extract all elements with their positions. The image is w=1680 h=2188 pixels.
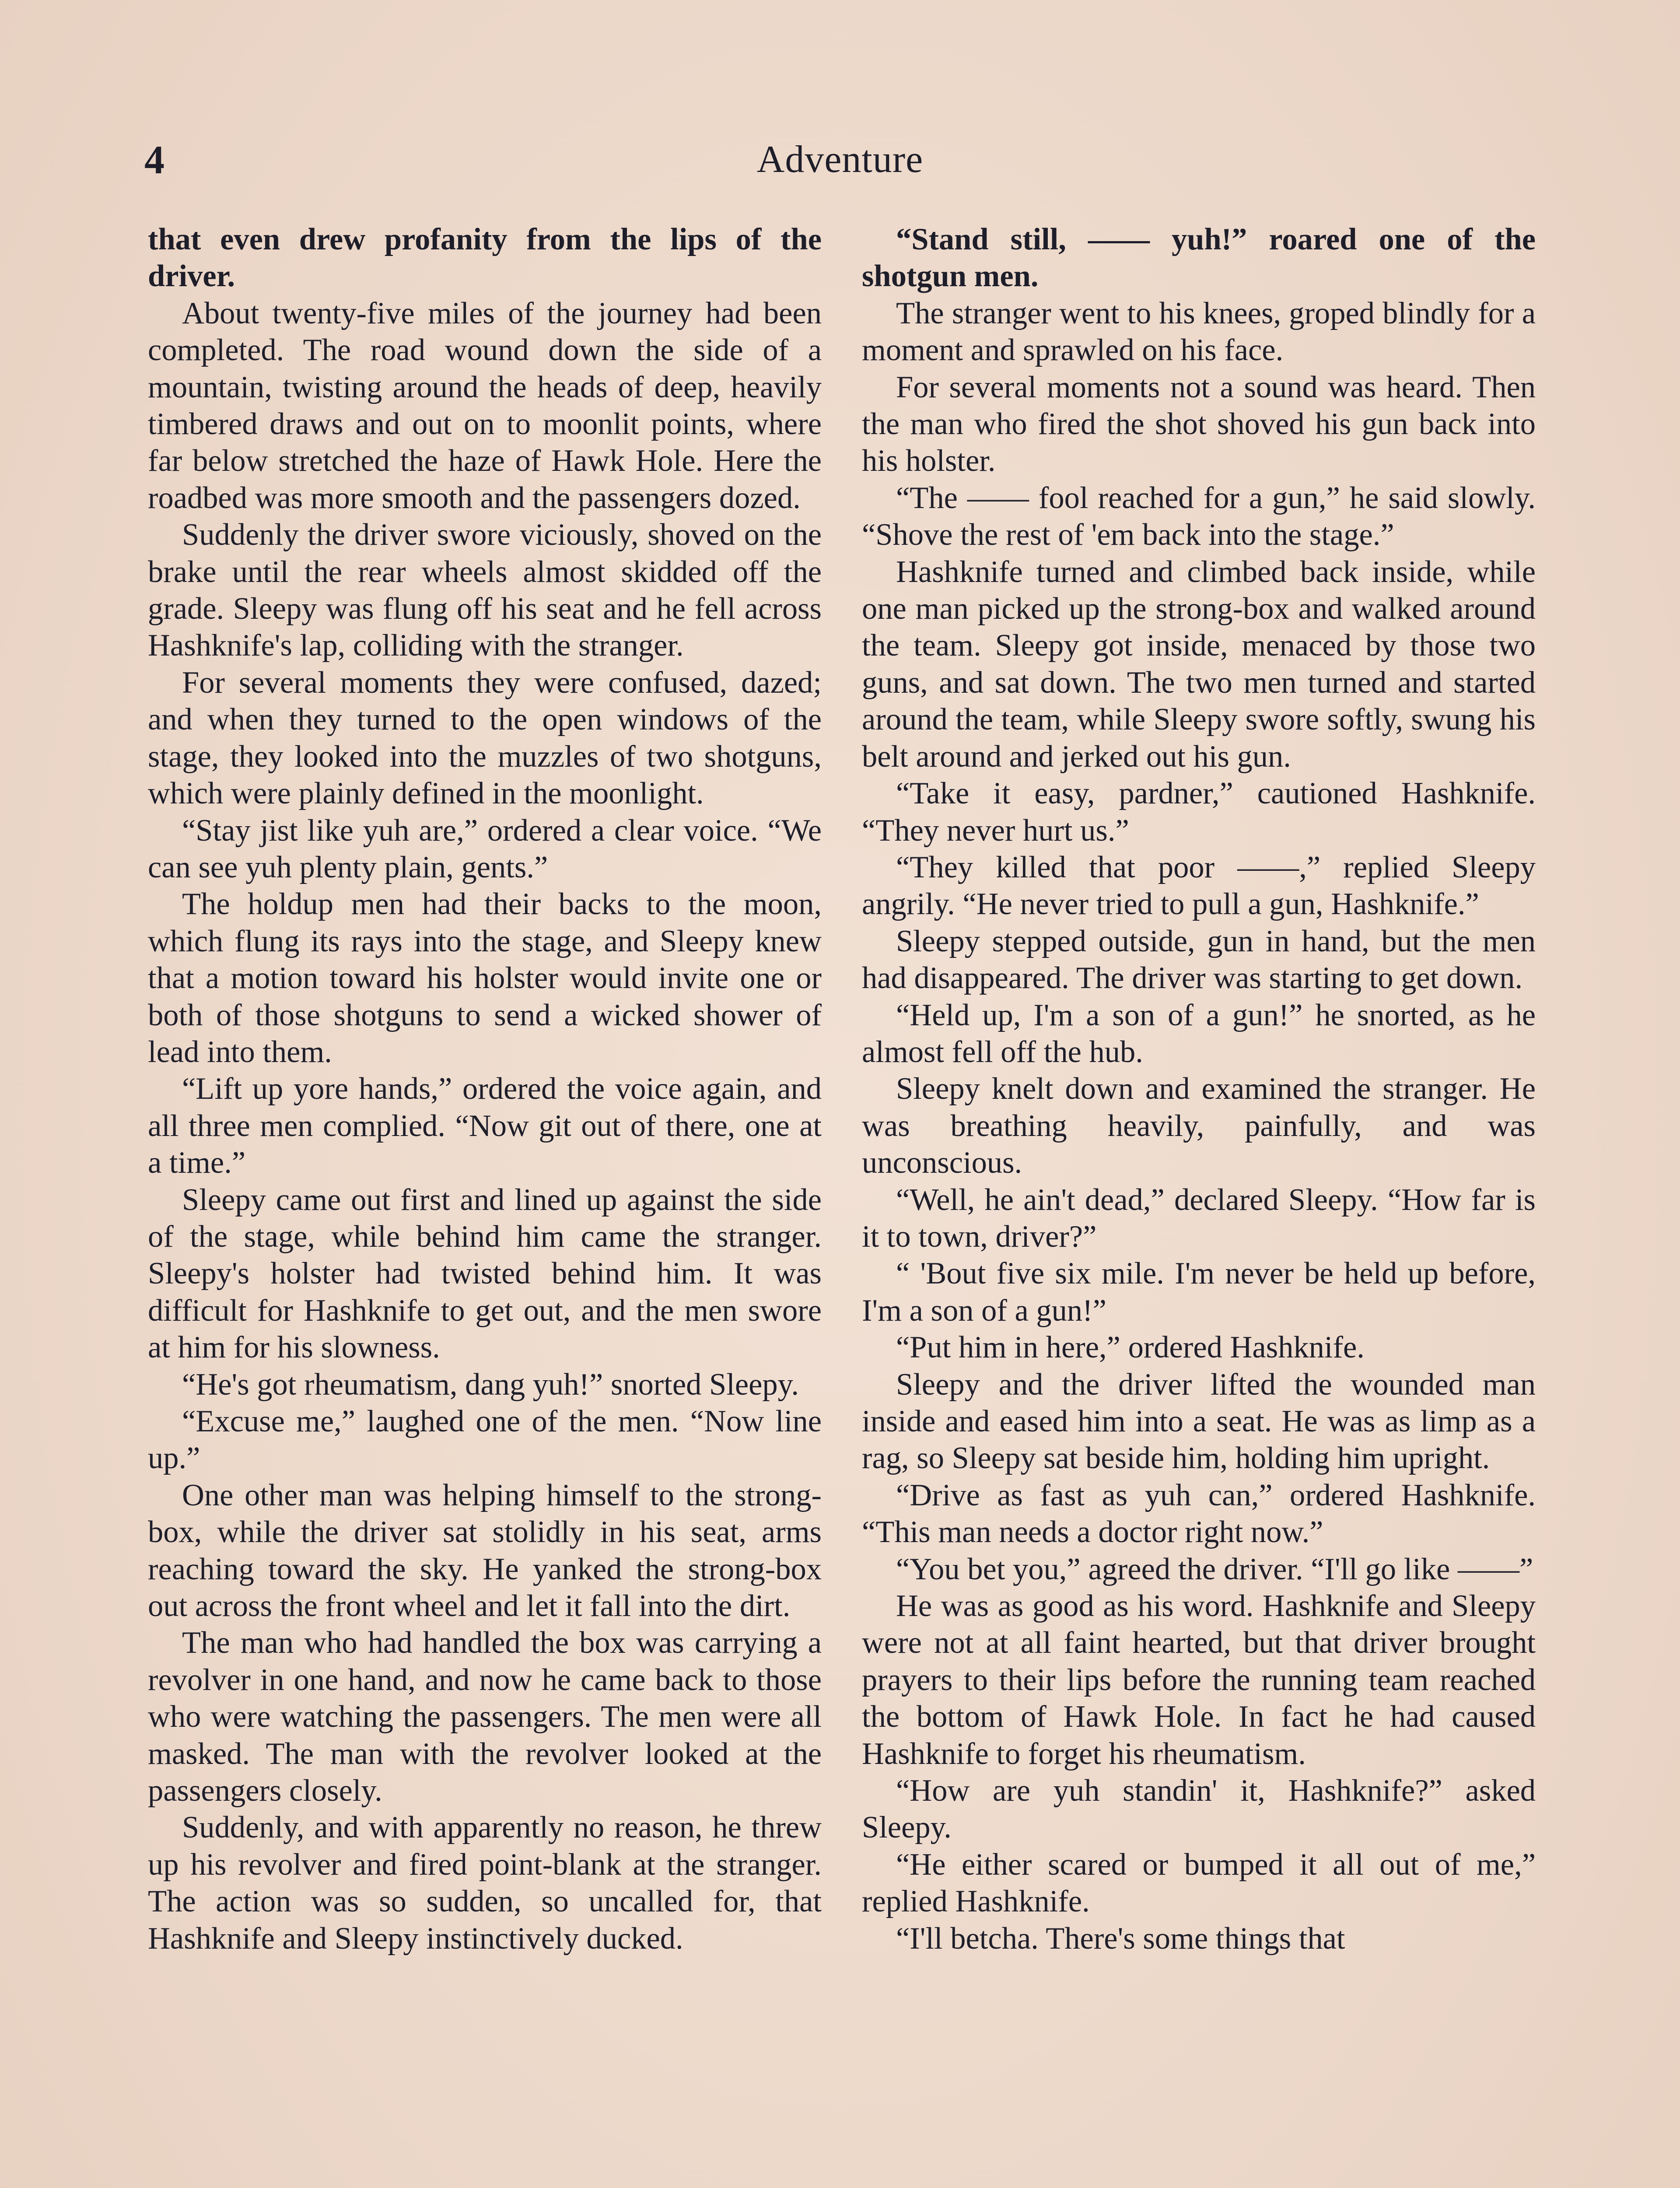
paragraph: that even drew profanity from the lips of the driver. [148,222,822,294]
right-column [862,221,1536,1957]
paragraph: “Stand still, —— yuh!” roared one of the shotgun men. [862,222,1536,294]
paragraph: “Take it easy, pardner,” cautioned Hashknife. “They never hurt us.” [862,776,1536,848]
page-header [144,131,1536,188]
paragraph: “Excuse me,” laughed one of the men. “Now line up.” [148,1404,822,1476]
paragraph: About twenty-five miles of the journey had been completed. The road wound down the side of a mountain, twisting around the heads of deep, heavily timbered draws and out on to moonlit points, where far below stretched the haze of Hawk Hole. Here the roadbed was more smooth and the passengers dozed. [148,296,822,515]
paragraph: “Well, he ain't dead,” declared Sleepy. “How far is it to town, driver?” [862,1182,1536,1254]
paragraph: “You bet you,” agreed the driver. “I'll go like ——” [896,1552,1533,1586]
paragraph: Suddenly, and with apparently no reason, he threw up his revolver and fired point-blank at the stranger. The action was so sudden, so uncalled for, that Hashknife and Sleepy instinctively ducked. [148,1810,822,1956]
paragraph: The stranger went to his knees, groped blindly for a moment and sprawled on his face. [862,296,1536,368]
paragraph: Suddenly the driver swore viciously, shoved on the brake until the rear wheels almost skidded off the grade. Sleepy was flung off his seat and he fell across Hashknife's lap, colliding with the stranger. [148,518,822,663]
paragraph: “How are yuh standin' it, Hashknife?” asked Sleepy. [862,1774,1536,1845]
paragraph: He was as good as his word. Hashknife and Sleepy were not at all faint hearted, but that driver brought prayers to their lips before the running team reached the bottom of Hawk Hole. In fact he had caused Hashknife to forget his rheumatism. [862,1589,1536,1771]
paragraph: One other man was helping himself to the strong-box, while the driver sat stolidly in his seat, arms reaching toward the sky. He yanked the strong-box out across the front wheel and let it fall into the dirt. [148,1478,822,1623]
paragraph: Hashknife turned and climbed back inside, while one man picked up the strong-box and walked around the team. Sleepy got inside, menaced by those two guns, and sat down. The two men turned and started around the team, while Sleepy swore softly, swung his belt around and jerked out his gun. [862,554,1536,774]
paragraph: “Stay jist like yuh are,” ordered a clear voice. “We can see yuh plenty plain, gents.” [148,813,822,884]
running-title: Adventure [756,138,924,181]
paragraph: The holdup men had their backs to the moon, which flung its rays into the stage, and Sleepy knew that a motion toward his holster would invite one or both of those shotguns to send a wicked shower of lead into them. [148,887,822,1069]
page-number: 4 [144,137,164,182]
paragraph: Sleepy knelt down and examined the stranger. He was breathing heavily, painfully, and was unconscious. [862,1072,1536,1180]
paragraph: Sleepy stepped outside, gun in hand, but the men had disappeared. The driver was starting to get down. [862,924,1536,996]
paragraph: For several moments they were confused, dazed; and when they turned to the open windows of the stage, they looked into the muzzles of two shotguns, which were plainly defined in the moonlight. [148,665,822,811]
paragraph: “He's got rheumatism, dang yuh!” snorted Sleepy. [182,1367,799,1402]
paragraph: “Drive as fast as yuh can,” ordered Hashknife. “This man needs a doctor right now.” [862,1478,1536,1550]
paragraph: “Lift up yore hands,” ordered the voice again, and all three men complied. “Now git out of there, one at a time.” [148,1072,822,1180]
paragraph: “Put him in here,” ordered Hashknife. [896,1330,1365,1365]
paragraph: “The —— fool reached for a gun,” he said slowly. “Shove the rest of 'em back into the stage.” [862,480,1536,552]
paragraph: “He either scared or bumped it all out of me,” replied Hashknife. [862,1847,1536,1919]
paragraph: Sleepy and the driver lifted the wounded man inside and eased him into a seat. He was as limp as a rag, so Sleepy sat beside him, holding him upright. [862,1367,1536,1476]
paragraph: “ 'Bout five six mile. I'm never be held up before, I'm a son of a gun!” [862,1256,1536,1328]
paragraph: For several moments not a sound was heard. Then the man who fired the shot shoved his gun back into his holster. [862,370,1536,478]
paragraph: “They killed that poor ——,” replied Sleepy angrily. “He never tried to pull a gun, Hashknife.” [862,850,1536,922]
left-column [148,221,822,1957]
paragraph: The man who had handled the box was carrying a revolver in one hand, and now he came back to those who were watching the passengers. The men were all masked. The man with the revolver looked at the passengers closely. [148,1626,822,1808]
paragraph: “I'll betcha. There's some things that [896,1921,1345,1956]
paragraph: “Held up, I'm a son of a gun!” he snorted, as he almost fell off the hub. [862,998,1536,1069]
paragraph: Sleepy came out first and lined up against the side of the stage, while behind him came the stranger. Sleepy's holster had twisted behind him. It was difficult for Hashknife to get out, and the men swore at him for his slowness. [148,1182,822,1365]
